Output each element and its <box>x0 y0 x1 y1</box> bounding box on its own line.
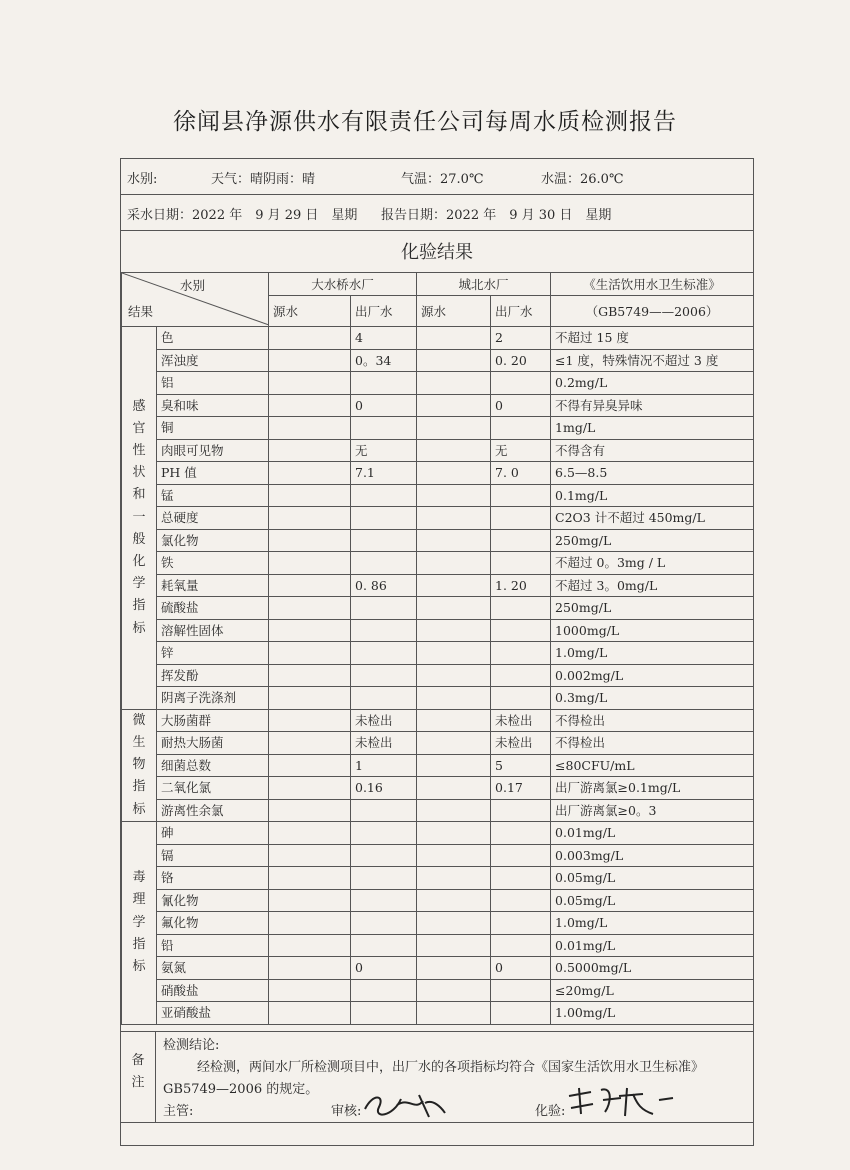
plant1-outlet-value: 0. 86 <box>351 574 417 597</box>
table-row <box>122 597 754 620</box>
plant1-outlet-value: 4 <box>351 327 417 350</box>
plant1-source-value <box>269 552 351 575</box>
plant1-source-value <box>269 462 351 485</box>
standard-value: 0.5000mg/L <box>551 957 754 980</box>
tester-label: 化验: <box>535 1104 566 1119</box>
water-type-label: 水别: <box>127 172 158 187</box>
plant1-outlet-value <box>351 664 417 687</box>
plant2-source-header: 源水 <box>417 296 491 327</box>
standard-value: ≤1 度，特殊情况不超过 3 度 <box>551 349 754 372</box>
plant1-outlet-value: 1 <box>351 754 417 777</box>
date-row <box>121 195 753 231</box>
plant1-source-value <box>269 822 351 845</box>
plant2-source-value <box>417 574 491 597</box>
table-row <box>122 1002 754 1025</box>
standard-value: 出厂游离氯≥0。3 <box>551 799 754 822</box>
plant1-outlet-value: 0.16 <box>351 777 417 800</box>
item-name: 砷 <box>157 822 269 845</box>
item-name: 铅 <box>157 934 269 957</box>
table-row <box>122 394 754 417</box>
table-row <box>122 529 754 552</box>
conclusion-label: 检测结论: <box>163 1038 220 1053</box>
plant2-outlet-value <box>491 799 551 822</box>
plant2-source-value <box>417 912 491 935</box>
plant2-outlet-value: 0 <box>491 394 551 417</box>
standard-header-line1: 《生活饮用水卫生标准》 <box>551 273 754 296</box>
plant1-outlet-value <box>351 799 417 822</box>
standard-value: 不超过 3。0mg/L <box>551 574 754 597</box>
item-name: 色 <box>157 327 269 350</box>
diag-bottom-label: 结果 <box>128 304 154 319</box>
table-row <box>122 754 754 777</box>
standard-value: 1mg/L <box>551 417 754 440</box>
plant2-outlet-header: 出厂水 <box>491 296 551 327</box>
table-row <box>122 822 754 845</box>
standard-value: 出厂游离氯≥0.1mg/L <box>551 777 754 800</box>
standard-value: 0.003mg/L <box>551 844 754 867</box>
plant2-outlet-value: 未检出 <box>491 709 551 732</box>
table-row <box>122 709 754 732</box>
plant1-source-value <box>269 979 351 1002</box>
standard-value: 0.01mg/L <box>551 934 754 957</box>
item-name: 硝酸盐 <box>157 979 269 1002</box>
item-name: 溶解性固体 <box>157 619 269 642</box>
table-row <box>122 417 754 440</box>
standard-value: 不得检出 <box>551 732 754 755</box>
plant2-source-value <box>417 552 491 575</box>
item-name: 铝 <box>157 372 269 395</box>
plant2-outlet-value <box>491 529 551 552</box>
plant2-header: 城北水厂 <box>417 273 551 296</box>
weather-text: 天气：晴阴雨：晴 <box>211 172 316 187</box>
plant1-outlet-value: 0 <box>351 957 417 980</box>
plant1-source-value <box>269 867 351 890</box>
plant2-source-value <box>417 597 491 620</box>
plant1-source-value <box>269 484 351 507</box>
vertical-text: 毒 理 学 指 标 <box>132 870 146 975</box>
remarks-label: 备 注 <box>121 1032 156 1122</box>
plant1-source-value <box>269 349 351 372</box>
item-name: 铁 <box>157 552 269 575</box>
plant1-source-value <box>269 394 351 417</box>
item-name: 铜 <box>157 417 269 440</box>
plant1-source-value <box>269 912 351 935</box>
table-row <box>122 462 754 485</box>
plant1-outlet-value <box>351 619 417 642</box>
item-name: 挥发酚 <box>157 664 269 687</box>
plant1-source-value <box>269 732 351 755</box>
plant1-source-value <box>269 439 351 462</box>
plant2-outlet-value <box>491 912 551 935</box>
plant1-source-value <box>269 777 351 800</box>
report-date: 报告日期：2022 年 9 月 30 日 星期 <box>381 208 612 223</box>
plant1-outlet-value <box>351 822 417 845</box>
plant1-source-value <box>269 664 351 687</box>
plant1-outlet-value <box>351 889 417 912</box>
plant1-outlet-value <box>351 844 417 867</box>
category-tox <box>122 822 157 1025</box>
item-name: PH 值 <box>157 462 269 485</box>
table-row <box>122 439 754 462</box>
plant1-outlet-value <box>351 529 417 552</box>
plant2-source-value <box>417 709 491 732</box>
standard-value: 1.0mg/L <box>551 912 754 935</box>
table-row <box>122 642 754 665</box>
plant1-source-header: 源水 <box>269 296 351 327</box>
category-micro <box>122 709 157 822</box>
plant1-source-value <box>269 957 351 980</box>
plant2-source-value <box>417 439 491 462</box>
standard-value: 250mg/L <box>551 529 754 552</box>
table-row <box>122 912 754 935</box>
plant1-outlet-value <box>351 934 417 957</box>
table-row <box>122 844 754 867</box>
category-sensory <box>122 327 157 710</box>
item-name: 肉眼可见物 <box>157 439 269 462</box>
standard-value: 不得有异臭异味 <box>551 394 754 417</box>
plant2-outlet-value: 1. 20 <box>491 574 551 597</box>
item-name: 浑浊度 <box>157 349 269 372</box>
plant1-source-value <box>269 844 351 867</box>
table-row <box>122 664 754 687</box>
standard-value: 0.05mg/L <box>551 889 754 912</box>
plant2-outlet-value: 7. 0 <box>491 462 551 485</box>
plant2-source-value <box>417 732 491 755</box>
plant2-outlet-value <box>491 417 551 440</box>
item-name: 氯化物 <box>157 529 269 552</box>
plant1-source-value <box>269 529 351 552</box>
standard-value: C2O3 计不超过 450mg/L <box>551 507 754 530</box>
plant2-outlet-value <box>491 844 551 867</box>
plant2-source-value <box>417 754 491 777</box>
plant2-source-value <box>417 844 491 867</box>
plant2-outlet-value <box>491 552 551 575</box>
plant2-outlet-value <box>491 642 551 665</box>
plant2-source-value <box>417 462 491 485</box>
supervisor-label: 主管: <box>163 1104 194 1119</box>
item-name: 耐热大肠菌 <box>157 732 269 755</box>
plant2-source-value <box>417 687 491 710</box>
standard-value: 不超过 15 度 <box>551 327 754 350</box>
standard-value: 0.01mg/L <box>551 822 754 845</box>
water-temp-text: 水温：26.0℃ <box>541 172 624 187</box>
plant1-outlet-value: 未检出 <box>351 732 417 755</box>
plant1-source-value <box>269 709 351 732</box>
tester-signature <box>561 1082 681 1122</box>
plant2-source-value <box>417 372 491 395</box>
plant2-outlet-value <box>491 1002 551 1025</box>
plant2-outlet-value <box>491 822 551 845</box>
plant2-source-value <box>417 777 491 800</box>
plant2-source-value <box>417 327 491 350</box>
plant1-source-value <box>269 799 351 822</box>
plant1-header: 大水桥水厂 <box>269 273 417 296</box>
plant1-outlet-value <box>351 867 417 890</box>
standard-value: 1.0mg/L <box>551 642 754 665</box>
table-row <box>122 552 754 575</box>
plant2-outlet-value: 0.17 <box>491 777 551 800</box>
plant2-source-value <box>417 619 491 642</box>
standard-value: 0.3mg/L <box>551 687 754 710</box>
reviewer-label: 审核: <box>331 1104 362 1119</box>
plant1-source-value <box>269 507 351 530</box>
table-row <box>122 799 754 822</box>
plant2-outlet-value <box>491 934 551 957</box>
item-name: 游离性余氯 <box>157 799 269 822</box>
item-name: 耗氧量 <box>157 574 269 597</box>
plant2-outlet-value <box>491 687 551 710</box>
plant1-source-value <box>269 417 351 440</box>
table-row <box>122 372 754 395</box>
standard-value: 不得检出 <box>551 709 754 732</box>
remarks-section <box>121 1031 753 1145</box>
plant1-source-value <box>269 934 351 957</box>
table-row <box>122 957 754 980</box>
plant1-outlet-value <box>351 417 417 440</box>
sample-date: 采水日期：2022 年 9 月 29 日 星期 <box>127 208 358 223</box>
plant2-source-value <box>417 642 491 665</box>
standard-value: 1000mg/L <box>551 619 754 642</box>
report-title: 徐闻县净源供水有限责任公司每周水质检测报告 <box>173 109 677 135</box>
plant2-outlet-value <box>491 664 551 687</box>
plant2-outlet-value: 2 <box>491 327 551 350</box>
table-row <box>122 889 754 912</box>
plant1-outlet-value <box>351 979 417 1002</box>
plant1-outlet-value <box>351 507 417 530</box>
table-row <box>122 979 754 1002</box>
item-name: 镉 <box>157 844 269 867</box>
plant1-source-value <box>269 754 351 777</box>
plant2-source-value <box>417 799 491 822</box>
standard-value: 250mg/L <box>551 597 754 620</box>
plant1-outlet-value <box>351 597 417 620</box>
plant2-source-value <box>417 484 491 507</box>
report-frame <box>120 158 754 1146</box>
vertical-text: 感 官 性 状 和 一 般 化 学 指 标 <box>132 398 146 636</box>
conclusion-text-1: 经检测，两间水厂所检测项目中，出厂水的各项指标均符合《国家生活饮用水卫生标准》 <box>197 1060 705 1075</box>
standard-value: ≤20mg/L <box>551 979 754 1002</box>
plant1-source-value <box>269 1002 351 1025</box>
plant2-source-value <box>417 889 491 912</box>
air-temp-text: 气温：27.0℃ <box>401 172 484 187</box>
item-name: 氟化物 <box>157 912 269 935</box>
item-name: 大肠菌群 <box>157 709 269 732</box>
item-name: 氨氮 <box>157 957 269 980</box>
plant1-outlet-value <box>351 1002 417 1025</box>
plant2-source-value <box>417 1002 491 1025</box>
standard-value: 0.05mg/L <box>551 867 754 890</box>
standard-value: ≤80CFU/mL <box>551 754 754 777</box>
table-row <box>122 484 754 507</box>
plant2-outlet-value <box>491 372 551 395</box>
table-row <box>122 349 754 372</box>
plant2-source-value <box>417 867 491 890</box>
standard-value: 0.002mg/L <box>551 664 754 687</box>
plant1-outlet-value: 无 <box>351 439 417 462</box>
diag-top-label: 水别 <box>180 278 206 293</box>
table-row <box>122 574 754 597</box>
plant1-source-value <box>269 597 351 620</box>
plant2-source-value <box>417 349 491 372</box>
plant2-outlet-value <box>491 619 551 642</box>
plant1-outlet-value: 7.1 <box>351 462 417 485</box>
table-row <box>122 867 754 890</box>
plant1-outlet-value <box>351 552 417 575</box>
plant1-outlet-value <box>351 687 417 710</box>
diagonal-header-cell <box>122 273 269 327</box>
conclusion-text-2: GB5749—2006 的规定。 <box>163 1082 319 1097</box>
item-name: 铬 <box>157 867 269 890</box>
standard-value: 0.2mg/L <box>551 372 754 395</box>
plant2-source-value <box>417 934 491 957</box>
standard-header-line2: （GB5749——2006） <box>551 296 754 327</box>
plant2-outlet-value <box>491 484 551 507</box>
plant2-source-value <box>417 529 491 552</box>
plant2-outlet-value <box>491 597 551 620</box>
item-name: 氰化物 <box>157 889 269 912</box>
plant1-outlet-value: 未检出 <box>351 709 417 732</box>
table-row <box>122 687 754 710</box>
plant1-source-value <box>269 687 351 710</box>
plant2-source-value <box>417 507 491 530</box>
item-name: 阴离子洗涤剂 <box>157 687 269 710</box>
plant1-source-value <box>269 889 351 912</box>
plant2-outlet-value: 5 <box>491 754 551 777</box>
plant2-source-value <box>417 957 491 980</box>
item-name: 二氧化氯 <box>157 777 269 800</box>
plant2-outlet-value <box>491 889 551 912</box>
plant2-outlet-value: 未检出 <box>491 732 551 755</box>
plant1-outlet-header: 出厂水 <box>351 296 417 327</box>
plant2-outlet-value <box>491 507 551 530</box>
plant2-source-value <box>417 417 491 440</box>
bottom-rule <box>121 1122 753 1123</box>
plant1-outlet-value <box>351 484 417 507</box>
results-table <box>121 272 754 1025</box>
plant2-outlet-value <box>491 867 551 890</box>
section-title: 化验结果 <box>401 242 473 263</box>
plant1-source-value <box>269 327 351 350</box>
table-row <box>122 934 754 957</box>
table-row <box>122 777 754 800</box>
plant1-source-value <box>269 574 351 597</box>
plant2-outlet-value: 无 <box>491 439 551 462</box>
item-name: 亚硝酸盐 <box>157 1002 269 1025</box>
standard-value: 不得含有 <box>551 439 754 462</box>
weather-row <box>121 159 753 195</box>
plant1-outlet-value <box>351 372 417 395</box>
standard-value: 不超过 0。3mg / L <box>551 552 754 575</box>
standard-value: 1.00mg/L <box>551 1002 754 1025</box>
item-name: 臭和味 <box>157 394 269 417</box>
vertical-text: 微 生 物 指 标 <box>132 712 146 817</box>
plant2-source-value <box>417 979 491 1002</box>
item-name: 硫酸盐 <box>157 597 269 620</box>
item-name: 锰 <box>157 484 269 507</box>
standard-value: 6.5—8.5 <box>551 462 754 485</box>
item-name: 细菌总数 <box>157 754 269 777</box>
standard-value: 0.1mg/L <box>551 484 754 507</box>
plant1-outlet-value <box>351 642 417 665</box>
table-row <box>122 507 754 530</box>
plant2-source-value <box>417 394 491 417</box>
table-row <box>122 732 754 755</box>
item-name: 总硬度 <box>157 507 269 530</box>
plant1-outlet-value: 0 <box>351 394 417 417</box>
plant2-source-value <box>417 664 491 687</box>
plant1-source-value <box>269 372 351 395</box>
table-row <box>122 327 754 350</box>
plant2-outlet-value: 0 <box>491 957 551 980</box>
plant1-outlet-value: 0。34 <box>351 349 417 372</box>
plant2-outlet-value <box>491 979 551 1002</box>
table-row <box>122 619 754 642</box>
plant1-source-value <box>269 642 351 665</box>
plant2-outlet-value: 0. 20 <box>491 349 551 372</box>
plant1-outlet-value <box>351 912 417 935</box>
item-name: 锌 <box>157 642 269 665</box>
plant2-source-value <box>417 822 491 845</box>
plant1-source-value <box>269 619 351 642</box>
reviewer-signature <box>359 1087 449 1123</box>
